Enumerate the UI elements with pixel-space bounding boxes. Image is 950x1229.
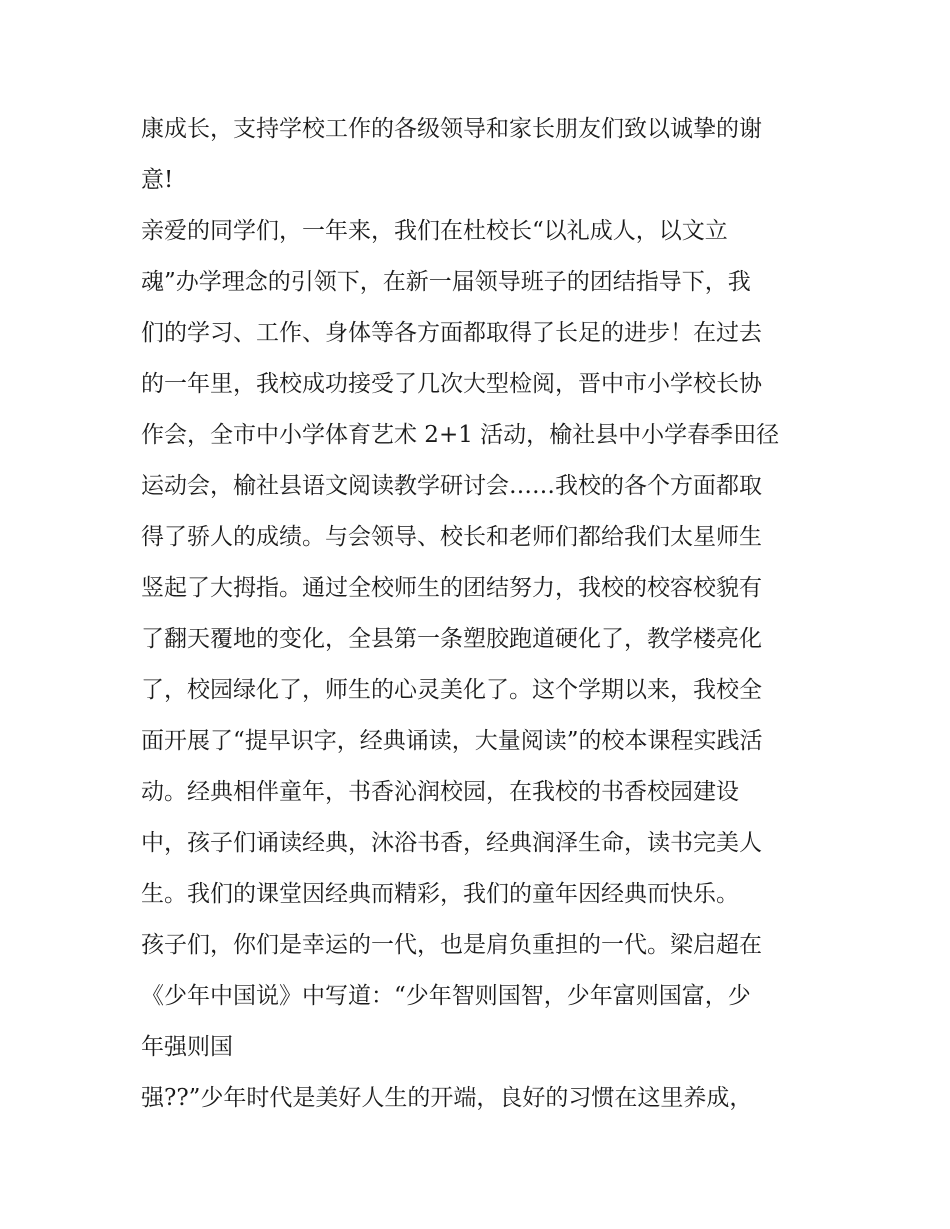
text-line: 运动会，榆社县语文阅读教学研讨会……我校的各个方面都取: [141, 473, 762, 499]
body-text: [141, 104, 821, 1124]
text-line: 强??”少年时代是美好人生的开端，良好的习惯在这里养成，: [141, 1085, 753, 1111]
text-line: 康成长，支持学校工作的各级领导和家长朋友们致以诚挚的谢: [141, 116, 762, 142]
text-line: 竖起了大拇指。通过全校师生的团结努力，我校的校容校貌有: [141, 575, 762, 601]
text-line: 亲爱的同学们，一年来，我们在杜校长“以礼成人，以文立: [141, 218, 728, 244]
text-line: 孩子们，你们是幸运的一代，也是肩负重担的一代。梁启超在: [141, 932, 762, 958]
text-line: 魂”办学理念的引领下，在新一届领导班子的团结指导下，我: [141, 269, 751, 295]
text-line: 意!: [141, 167, 174, 193]
text-line: 动。经典相伴童年，书香沁润校园，在我校的书香校园建设: [141, 779, 739, 805]
text-line: 得了骄人的成绩。与会领导、校长和老师们都给我们太星师生: [141, 524, 762, 550]
text-line: 的一年里，我校成功接受了几次大型检阅，晋中市小学校长协: [141, 371, 762, 397]
text-line: 作会，全市中小学体育艺术 2+1 活动，榆社县中小学春季田径: [141, 422, 780, 448]
text-line: 了，校园绿化了，师生的心灵美化了。这个学期以来，我校全: [141, 677, 762, 703]
text-line: 中，孩子们诵读经典，沐浴书香，经典润泽生命，读书完美人: [141, 830, 762, 856]
text-line: 们的学习、工作、身体等各方面都取得了长足的进步！在过去: [141, 320, 762, 346]
text-line: 面开展了“提早识字，经典诵读，大量阅读”的校本课程实践活: [141, 728, 763, 754]
text-line: 生。我们的课堂因经典而精彩，我们的童年因经典而快乐。: [141, 881, 739, 907]
text-line: 了翻天覆地的变化，全县第一条塑胶跑道硬化了，教学楼亮化: [141, 626, 762, 652]
text-line: 《少年中国说》中写道：“少年智则国智，少年富则国富，少: [141, 983, 751, 1009]
text-line: 年强则国: [141, 1034, 233, 1060]
